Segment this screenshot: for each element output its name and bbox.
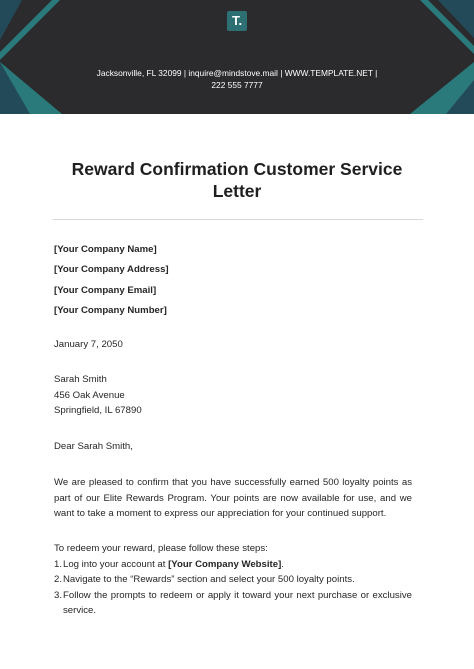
company-logo-icon: T. (227, 11, 247, 31)
recipient-street: 456 Oak Avenue (54, 389, 125, 401)
company-website-placeholder: [Your Company Website] (168, 558, 282, 570)
step-text: Navigate to the “Rewards” section and select your 500 loyalty points. (63, 574, 355, 585)
steps-intro: To redeem your reward, please follow these steps: (54, 543, 268, 554)
step-item-1 (54, 557, 412, 573)
salutation: Dear Sarah Smith, (54, 441, 133, 452)
recipient-name: Sarah Smith (54, 374, 107, 385)
contact-line-1: Jacksonville, FL 32099 | inquire@mindstove.mail | WWW.TEMPLATE.NET | (96, 68, 378, 78)
company-email: [Your Company Email] (54, 284, 157, 296)
recipient-city: Springfield, IL 67890 (54, 405, 142, 416)
step-item-2 (54, 572, 412, 588)
company-block (54, 240, 412, 322)
step-text: Log into your account at (63, 558, 169, 570)
contact-info (90, 68, 384, 91)
recipient-block (54, 372, 412, 419)
company-name: [Your Company Name] (54, 244, 157, 255)
title-divider (53, 219, 423, 220)
step-number: 2. (54, 574, 63, 585)
step-number: 3. (54, 589, 63, 601)
company-address: [Your Company Address] (54, 264, 169, 276)
letter-date: January 7, 2050 (54, 339, 123, 350)
letter-title (50, 158, 424, 202)
company-number: [Your Company Number] (54, 305, 167, 317)
letter-title-line-1: Reward Confirmation Customer Service (71, 159, 403, 179)
step-text-end: . (281, 558, 284, 570)
letterhead-banner (0, 0, 474, 114)
step-item-3 (54, 588, 412, 619)
contact-line-2: 222 555 7777 (211, 79, 263, 90)
step-number: 1. (54, 558, 63, 570)
redeem-instructions (54, 541, 412, 619)
paragraph-confirmation: We are pleased to confirm that you have successfully earned 500 loyalty points as part of our Elite Rewards Program. Your points are now available for use, and we want to take a moment to express our appreciation for your continued support. (54, 477, 412, 519)
step-text: Follow the prompts to redeem or apply it toward your next purchase or exclusive service. (63, 589, 412, 616)
letter-title-line-2: Letter (212, 181, 262, 201)
steps-list (54, 557, 412, 619)
